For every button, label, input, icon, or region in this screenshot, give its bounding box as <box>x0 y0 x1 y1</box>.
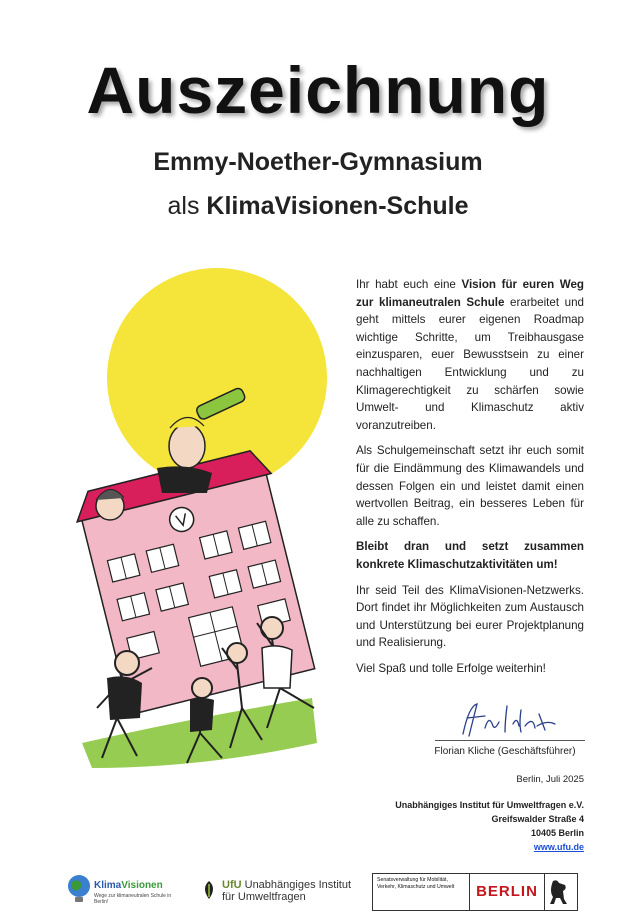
school-name: Emmy-Noether-Gymnasium <box>153 148 483 176</box>
paragraph-vision-highlight: Vision für euren Weg zur klimaneutralen Schule <box>356 278 585 309</box>
ufu-wordmark <box>222 879 351 903</box>
paragraph-vision <box>356 276 584 434</box>
paragraph-call-to-action-text: Bleibt dran und setzt zusammen konkrete Klimaschutzaktivitäten um! <box>356 540 584 571</box>
handwritten-signature <box>455 696 565 740</box>
certificate-title: Auszeichnung <box>86 53 550 127</box>
klimavisionen-wordmark-a: Klima <box>94 880 122 891</box>
subtitle-award-name: KlimaVisionen-Schule <box>206 192 469 220</box>
senat-berlin-logo <box>372 873 578 911</box>
paragraph-vision-rest: erarbeitet und geht mittels eurer eigenen Roadmap wichtige Schritte, um Treibhausgase einzusparen, euer Bewusstsein zu einer nachhaltigen Entwicklung und zu Klimagerechtigkeit zu schärfen sowie Umwelt- und Klimaschutz aktiv voranzutreiben. <box>356 295 584 432</box>
signature-line <box>435 740 585 741</box>
ufu-abbreviation: UfU <box>222 879 242 891</box>
place-date: Berlin, Juli 2025 <box>516 774 584 785</box>
klimavisionen-logo <box>64 870 174 910</box>
berlin-wordmark: BERLIN <box>469 874 545 910</box>
certificate-body <box>356 276 584 685</box>
issuer-city: 10405 Berlin <box>530 828 584 838</box>
issuer-address <box>330 798 584 854</box>
ufu-name-line1: Unabhängiges Institut <box>244 879 352 891</box>
issuer-organization: Unabhängiges Institut für Umweltfragen e.V. <box>395 800 584 810</box>
issuer-website-link[interactable]: www.ufu.de <box>533 842 584 852</box>
paragraph-vision-intro: Ihr habt euch eine <box>356 278 462 291</box>
klimavisionen-tagline: Wege zur klimaneutralen Schule in Berlin! <box>94 893 172 905</box>
globe-bulb-icon <box>66 874 92 904</box>
award-subtitle <box>0 192 636 221</box>
sun-shape <box>107 268 327 488</box>
ufu-name-line2: für Umweltfragen <box>222 891 306 903</box>
paragraph-call-to-action <box>356 538 584 573</box>
signatory-name: Florian Kliche (Geschäftsführer) <box>434 746 576 757</box>
leaf-icon <box>200 880 218 900</box>
subtitle-prefix: als <box>167 192 207 220</box>
illustration-school-carried <box>52 268 352 778</box>
klimavisionen-wordmark <box>94 880 163 891</box>
paragraph-network: Ihr seid Teil des KlimaVisionen-Netzwerks. Dort findet ihr Möglichkeiten zum Austausch und Unterstützung bei eurer Projektplanung und Realisierung. <box>356 583 584 650</box>
paragraph-closing: Viel Spaß und tolle Erfolge weiterhin! <box>356 661 546 675</box>
senat-department-name: Senatsverwaltung für Mobilität, Verkehr, Klimaschutz und Umwelt <box>377 877 455 890</box>
paragraph-community: Als Schulgemeinschaft setzt ihr euch somit für die Eindämmung des Klimawandels und dessen Folgen ein und leistet damit einen wertvollen Beitrag, ein besseres Leben für alle zu schaffen. <box>356 444 584 528</box>
klimavisionen-wordmark-b: Visionen <box>121 880 163 891</box>
berlin-bear-icon <box>545 877 573 907</box>
ufu-logo <box>200 876 360 906</box>
issuer-street: Greifswalder Straße 4 <box>491 814 584 824</box>
